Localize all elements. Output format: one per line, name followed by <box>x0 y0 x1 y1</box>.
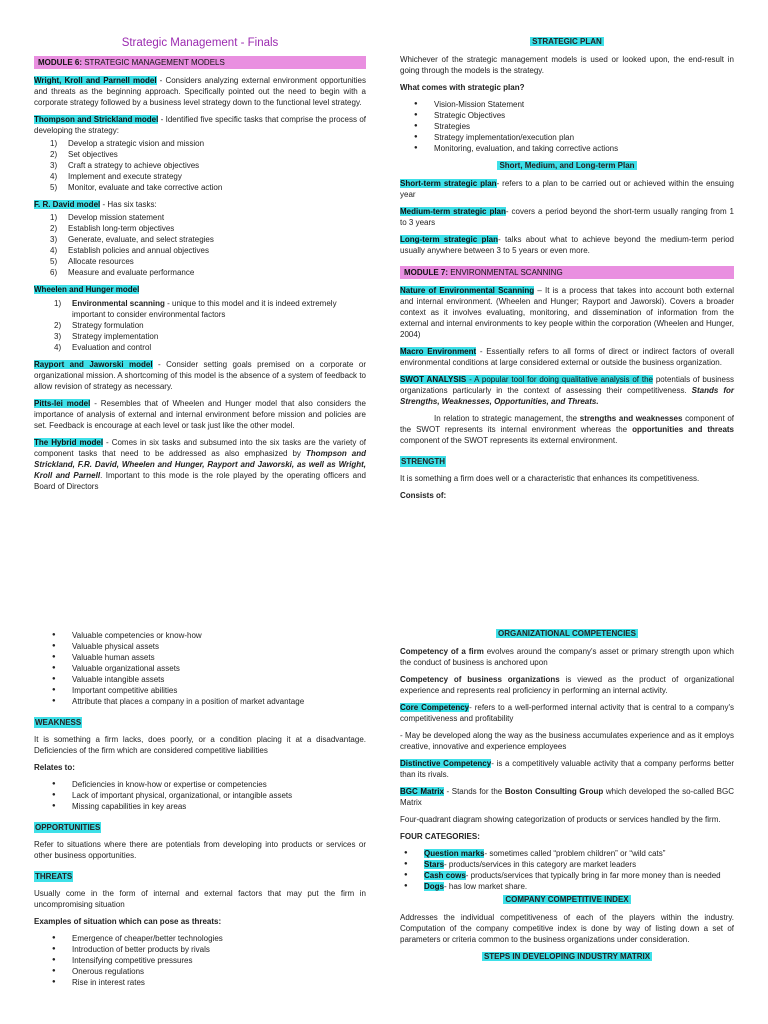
ts-list <box>50 138 366 193</box>
swot-paragraph: SWOT ANALYSIS - A popular tool for doing qualitative analysis of the potentials of business organizations particularly in the context of assessing their competitiveness. Stands for Strengths, Weaknesses, Opportunities, and Threats. <box>400 375 735 406</box>
list-item: 2) Establish long-term objectives <box>50 224 175 233</box>
strategic-plan-heading: STRATEGIC PLAN <box>532 37 602 46</box>
weakness-list <box>48 779 366 812</box>
list-item: ● Strategic Objectives <box>410 110 734 121</box>
cci-paragraph: Addresses the individual competitiveness of each of the players within the industry. Computation of the company competitive index is done by way of listing down a set of parameters or criteria common to the business organizations under consideration. <box>400 913 734 944</box>
list-item: ● Rise in interest rates <box>48 977 366 988</box>
right-bottom-column <box>400 628 734 969</box>
macro-paragraph: Macro Environment - Essentially refers to all forms of direct or indirect factors of overall environmental conditions at large considered external or outside the business organization. <box>400 347 734 367</box>
cf-paragraph: Competency of a firm evolves around the company's asset or primary strength upon which the conduct of business is anchored upon <box>400 647 735 667</box>
frd-paragraph: F. R. David model - Has six tasks: <box>34 200 157 209</box>
list-item: ● Monitoring, evaluation, and taking corrective actions <box>410 143 734 154</box>
list-item: ● Strategies <box>410 121 734 132</box>
list-item: 3) Craft a strategy to achieve objectives <box>50 161 200 170</box>
weakness-heading: WEAKNESS <box>35 718 82 727</box>
list-item: ● Attribute that places a company in a position of market advantage <box>48 696 366 707</box>
pl-paragraph: Pitts-lei model - Resembles that of Wheelen and Hunger model that also considers the importance of analysis of external and internal environment before mission and policies are set. Feedback is encourage at each level or task just like the other model. <box>34 399 366 430</box>
list-item: 4) Establish policies and annual objectives <box>50 246 209 255</box>
ts-paragraph: Thompson and Strickland model - Identified five specific tasks that comprise the process of developing the strategy: <box>34 115 366 135</box>
relates-label: Relates to: <box>34 763 75 772</box>
relation-paragraph: In relation to strategic management, the strengths and weaknesses component of the SWOT represents its internal environment whereas the opportunities and threats component of the SWOT represents its external environment. <box>400 414 735 445</box>
list-item: ● Strategy implementation/execution plan <box>410 132 734 143</box>
list-item: 5) Monitor, evaluate and take corrective action <box>50 183 223 192</box>
module-7-bar: MODULE 7: ENVIRONMENTAL SCANNING <box>400 266 734 279</box>
strength-heading: STRENGTH <box>401 457 445 466</box>
list-item: ● Valuable competencies or know-how <box>48 630 366 641</box>
list-item: ● Vision-Mission Statement <box>410 99 734 110</box>
threats-heading: THREATS <box>35 872 73 881</box>
list-item: ● Valuable organizational assets <box>48 663 366 674</box>
list-item: ● Deficiencies in know-how or expertise or competencies <box>48 779 366 790</box>
wkp-paragraph: Wright, Kroll and Parnell model - Considers analyzing external environment opportunities and threats as the beginning approach. Specifically pointed out the need to begin with a corporate strategy followed by a business level strategy down to the functional level strategy. <box>34 76 366 107</box>
list-item: 3) Generate, evaluate, and select strategies <box>50 235 214 244</box>
wh-list <box>54 298 366 353</box>
left-top-column <box>34 36 366 498</box>
list-item: ● Onerous regulations <box>48 966 366 977</box>
four-categories-list <box>400 848 734 892</box>
wh-heading: Wheelen and Hunger model <box>34 285 140 294</box>
left-bottom-column <box>34 628 366 994</box>
cbo-paragraph: Competency of business organizations is viewed as the product of organizational experience and represents real proficiency in performing an internal activity. <box>400 675 734 695</box>
list-item: ● Important competitive abilities <box>48 685 366 696</box>
list-item: 4) Implement and execute strategy <box>50 172 182 181</box>
list-item: ● Valuable human assets <box>48 652 366 663</box>
list-item: 2) Strategy formulation <box>54 321 144 330</box>
cc2-paragraph: - May be developed along the way as the business accumulates experience and as it employs creative, innovative and experience employees <box>400 731 734 751</box>
short-term-paragraph: Short-term strategic plan- refers to a plan to be carried out or achieved within the ensuing year <box>400 179 734 199</box>
list-item: ● Cash cows- products/services that typically bring in far more money than is needed <box>400 870 734 881</box>
strength-list <box>48 630 366 707</box>
list-item: ● Valuable intangible assets <box>48 674 366 685</box>
list-item: 2) Set objectives <box>50 150 118 159</box>
sml-heading: Short, Medium, and Long-term Plan <box>499 161 635 170</box>
four-categories-label: FOUR CATEGORIES: <box>400 832 480 841</box>
rj-paragraph: Rayport and Jaworski model - Consider setting goals premised on a corporate or organizational mission. A shortcoming of this model is the absence of a system of feedback to allow revision of strategy as necessary. <box>34 360 366 391</box>
list-item: ● Intensifying competitive pressures <box>48 955 366 966</box>
bcg-paragraph: BGC Matrix - Stands for the Boston Consulting Group which developed the so-called BGC Matrix <box>400 787 735 807</box>
strength-paragraph: It is something a firm does well or a characteristic that enhances its competitiveness. <box>400 474 700 483</box>
list-item: 1) Environmental scanning - unique to this model and it is indeed extremely important to consider environmental factors <box>54 299 337 319</box>
hybrid-paragraph: The Hybrid model - Comes in six tasks and subsumed into the six tasks are the variety of component tasks that need to be addressed as also emphasized by Thompson and Strickland, F.R. David, Wheelen and Hunger, Rayport and Jaworski, as well as Wright, Kroll and Parnell. Important to this mode is the role played by the operating officers and Board of Directors <box>34 438 367 491</box>
page-title: Strategic Management - Finals <box>121 37 279 49</box>
list-item: ● Emergence of cheaper/better technologies <box>48 933 366 944</box>
cc-paragraph: Core Competency- refers to a well-performed internal activity that is central to a company's competitiveness and profitability <box>400 703 734 723</box>
threats-paragraph: Usually come in the form of internal and external factors that may put the firm in uncompromising situation <box>34 889 366 909</box>
cci-heading: COMPANY COMPETITIVE INDEX <box>505 895 629 904</box>
nes-paragraph: Nature of Environmental Scanning – It is a process that takes into account both external and internal environment. (Wheelen and Hunger; Rayport and Jaworski). Covers a broader context as it involves evaluating, monitoring, and dissemination of information from the external and internal environments to key people within the corporation (Wheelen and Hunger, 2004) <box>400 286 734 339</box>
steps-heading: STEPS IN DEVELOPING INDUSTRY MATRIX <box>483 952 651 961</box>
fq-paragraph: Four-quadrant diagram showing categorization of products or services handled by the firm. <box>400 815 721 824</box>
opportunities-heading: OPPORTUNITIES <box>35 823 101 832</box>
list-item: 1) Develop a strategic vision and mission <box>50 139 205 148</box>
frd-list <box>50 212 366 278</box>
list-item: 4) Evaluation and control <box>54 343 152 352</box>
list-item: ● Stars- products/services in this category are market leaders <box>400 859 734 870</box>
module-6-bar: MODULE 6: STRATEGIC MANAGEMENT MODELS <box>34 56 366 69</box>
sp-paragraph: Whichever of the strategic management models is used or looked upon, the end-result in going through the models is the strategy. <box>400 55 734 75</box>
list-item: ● Missing capabilities in key areas <box>48 801 366 812</box>
list-item: ● Question marks- sometimes called “problem children” or “wild cats” <box>400 848 734 859</box>
opportunities-paragraph: Refer to situations where there are potentials from developing into products or services or other business opportunities. <box>34 840 366 860</box>
list-item: ● Dogs- has low market share. <box>400 881 734 892</box>
list-item: 5) Allocate resources <box>50 257 134 266</box>
oc-heading: ORGANIZATIONAL COMPETENCIES <box>498 629 636 638</box>
long-term-paragraph: Long-term strategic plan- talks about what to achieve beyond the medium-term period usually anywhere between 3 to 5 years or even more. <box>400 235 734 255</box>
list-item: ● Lack of important physical, organizational, or intangible assets <box>48 790 366 801</box>
list-item: ● Introduction of better products by rivals <box>48 944 366 955</box>
right-top-column <box>400 36 734 507</box>
list-item: 6) Measure and evaluate performance <box>50 268 195 277</box>
sp-question: What comes with strategic plan? <box>400 83 525 92</box>
dc-paragraph: Distinctive Competency- is a competitively valuable activity that a company performs better than its rivals. <box>400 759 734 779</box>
medium-term-paragraph: Medium-term strategic plan- covers a period beyond the short-term usually ranging from 1 to 3 years <box>400 207 734 227</box>
threats-examples-label: Examples of situation which can pose as threats: <box>34 917 222 926</box>
sp-list <box>410 99 734 154</box>
list-item: 1) Develop mission statement <box>50 213 165 222</box>
list-item: ● Valuable physical assets <box>48 641 366 652</box>
consists-label: Consists of: <box>400 491 447 500</box>
weakness-paragraph: It is something a firm lacks, does poorly, or a condition placing it at a disadvantage. Deficiencies of the firm which are considered competitive liabilities <box>34 735 366 755</box>
threats-list <box>48 933 366 988</box>
list-item: 3) Strategy implementation <box>54 332 159 341</box>
